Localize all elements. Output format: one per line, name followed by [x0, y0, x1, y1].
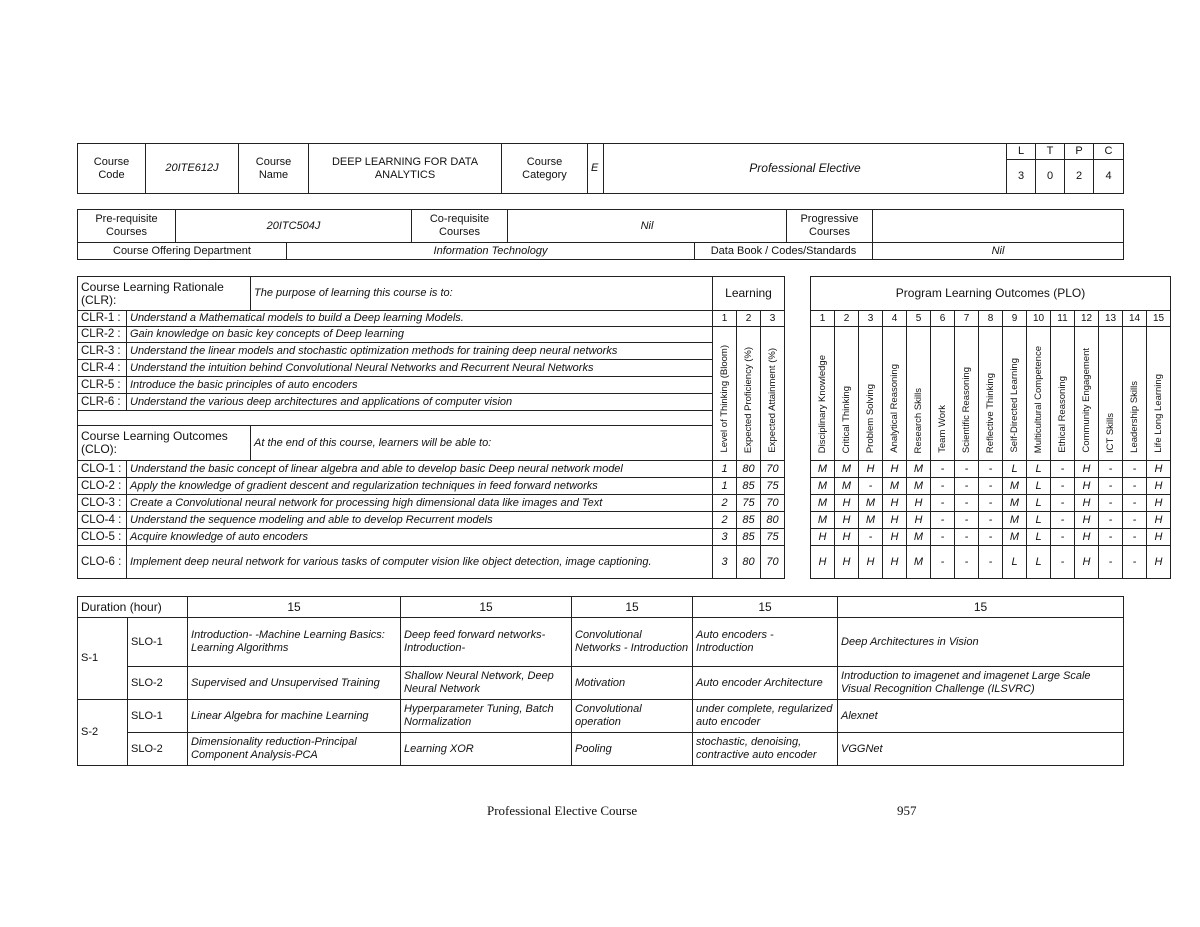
clo-2-learning-1: 1 [713, 478, 737, 495]
plo-header-8-label: Reflective Thinking [985, 372, 996, 453]
schedule-topic: Shallow Neural Network, Deep Neural Network [401, 667, 572, 700]
duration-label: Duration (hour) [78, 597, 188, 618]
course-code-label: Course Code [78, 144, 146, 194]
plo-num-8: 8 [979, 311, 1003, 327]
clo-3-plo-11: - [1051, 495, 1075, 512]
gap-cell [785, 327, 811, 461]
clo-6-plo-7: - [955, 546, 979, 579]
clr-5-id: CLR-5 : [78, 377, 127, 394]
plo-header-5 [907, 327, 931, 461]
plo-num-6: 6 [931, 311, 955, 327]
clo-3-plo-9: M [1003, 495, 1027, 512]
clo-1-plo-7: - [955, 461, 979, 478]
clo-1-learning-1: 1 [713, 461, 737, 478]
clo-6-plo-15: H [1147, 546, 1171, 579]
clo-1-plo-5: M [907, 461, 931, 478]
clo-1-plo-3: H [859, 461, 883, 478]
ltpc-header-t: T [1036, 144, 1065, 160]
schedule-topic: Pooling [572, 733, 693, 766]
clo-2-learning-2: 85 [737, 478, 761, 495]
prereq-label: Pre-requisite Courses [78, 210, 176, 243]
clo-3-plo-14: - [1123, 495, 1147, 512]
plo-header-3-label: Problem Solving [865, 383, 876, 453]
slo-label: SLO-2 [128, 733, 188, 766]
clo-3-plo-10: L [1027, 495, 1051, 512]
plo-header-6 [931, 327, 955, 461]
clo-4-plo-8: - [979, 512, 1003, 529]
clo-4-plo-6: - [931, 512, 955, 529]
clo-5-plo-2: H [835, 529, 859, 546]
clo-1-plo-12: H [1075, 461, 1099, 478]
clo-6-plo-9: L [1003, 546, 1027, 579]
clo-4-plo-1: M [811, 512, 835, 529]
clr-6-id: CLR-6 : [78, 394, 127, 411]
clo-5-plo-15: H [1147, 529, 1171, 546]
progressive-value [873, 210, 1124, 243]
clo-6-plo-6: - [931, 546, 955, 579]
schedule-topic: Introduction- -Machine Learning Basics: Learning Algorithms [188, 618, 401, 667]
plo-header-11-label: Ethical Reasoning [1057, 376, 1068, 453]
clo-5-plo-4: H [883, 529, 907, 546]
clo-4-plo-13: - [1099, 512, 1123, 529]
plo-header-10 [1027, 327, 1051, 461]
clo-3-id: CLO-3 : [78, 495, 127, 512]
clo-intro: At the end of this course, learners will be able to: [251, 426, 713, 461]
plo-num-12: 12 [1075, 311, 1099, 327]
clo-3-learning-2: 75 [737, 495, 761, 512]
duration-3: 15 [572, 597, 693, 618]
clo-2-plo-7: - [955, 478, 979, 495]
clo-6-plo-11: - [1051, 546, 1075, 579]
clo-2-plo-6: - [931, 478, 955, 495]
clo-1-plo-4: H [883, 461, 907, 478]
schedule-rows [78, 618, 1124, 766]
clo-5-plo-6: - [931, 529, 955, 546]
duration-5: 15 [838, 597, 1124, 618]
clo-6-plo-1: H [811, 546, 835, 579]
clo-4-plo-12: H [1075, 512, 1099, 529]
clo-3-plo-1: M [811, 495, 835, 512]
clo-5-plo-5: M [907, 529, 931, 546]
clr-2-id: CLR-2 : [78, 327, 127, 343]
clo-3-plo-8: - [979, 495, 1003, 512]
learning-num-2: 2 [737, 311, 761, 327]
clo-5-plo-13: - [1099, 529, 1123, 546]
course-category: E [588, 144, 604, 194]
plo-num-5: 5 [907, 311, 931, 327]
clo-5-plo-10: L [1027, 529, 1051, 546]
plo-header-7-label: Scientific Reasoning [961, 366, 972, 453]
gap-cell [785, 277, 811, 311]
clo-5-plo-11: - [1051, 529, 1075, 546]
learning-header-2 [737, 327, 761, 461]
clo-5-learning-1: 3 [713, 529, 737, 546]
schedule-topic: Introduction to imagenet and imagenet Large Scale Visual Recognition Challenge (ILSVRC) [838, 667, 1124, 700]
footer-page-number: 957 [897, 803, 917, 818]
plo-header-4 [883, 327, 907, 461]
clo-3-learning-3: 70 [761, 495, 785, 512]
clr-3-text: Understand the linear models and stochastic optimization methods for training deep neural networks [127, 343, 713, 360]
plo-header-12 [1075, 327, 1099, 461]
clo-3-plo-5: H [907, 495, 931, 512]
plo-header-14-label: Leadership Skills [1129, 381, 1140, 453]
clr-4-text: Understand the intuition behind Convolutional Neural Networks and Recurrent Neural Networks [127, 360, 713, 377]
ltpc-header-l: L [1007, 144, 1036, 160]
prereq-value: 20ITC504J [176, 210, 412, 243]
clo-4-text: Understand the sequence modeling and able to develop Recurrent models [127, 512, 713, 529]
clo-6-learning-2: 80 [737, 546, 761, 579]
databook-label: Data Book / Codes/Standards [695, 243, 873, 260]
clr-1-id: CLR-1 : [78, 311, 127, 327]
clo-2-plo-2: M [835, 478, 859, 495]
schedule-topic: Convolutional operation [572, 700, 693, 733]
plo-header-6-label: Team Work [937, 405, 948, 453]
clo-1-learning-3: 70 [761, 461, 785, 478]
clr-3-id: CLR-3 : [78, 343, 127, 360]
learning-header-1 [713, 327, 737, 461]
gap-cell [785, 495, 811, 512]
clo-6-plo-12: H [1075, 546, 1099, 579]
plo-num-13: 13 [1099, 311, 1123, 327]
clr-clo-gap [78, 411, 713, 426]
clo-rows [78, 461, 1171, 579]
clo-6-plo-3: H [859, 546, 883, 579]
session-label: S-2 [78, 700, 128, 766]
plo-num-14: 14 [1123, 311, 1147, 327]
clo-6-plo-5: M [907, 546, 931, 579]
clo-3-text: Create a Convolutional neural network for processing high dimensional data like images and Text [127, 495, 713, 512]
plo-header-11 [1051, 327, 1075, 461]
clo-5-plo-12: H [1075, 529, 1099, 546]
plo-num-11: 11 [1051, 311, 1075, 327]
clr-5-text: Introduce the basic principles of auto encoders [127, 377, 713, 394]
clo-2-plo-8: - [979, 478, 1003, 495]
schedule-topic: under complete, regularized auto encoder [693, 700, 838, 733]
clo-4-plo-11: - [1051, 512, 1075, 529]
session-label: S-1 [78, 618, 128, 700]
plo-title: Program Learning Outcomes (PLO) [811, 277, 1171, 311]
clo-1-plo-13: - [1099, 461, 1123, 478]
plo-header-13-label: ICT Skills [1105, 413, 1116, 453]
clo-2-plo-14: - [1123, 478, 1147, 495]
plo-header-1-label: Disciplinary Knowledge [817, 354, 828, 453]
clo-2-plo-1: M [811, 478, 835, 495]
course-name: DEEP LEARNING FOR DATA ANALYTICS [309, 144, 502, 194]
clo-4-plo-5: H [907, 512, 931, 529]
plo-header-15-label: Life Long Learning [1153, 374, 1164, 453]
schedule-topic: Supervised and Unsupervised Training [188, 667, 401, 700]
ltpc-value-t: 0 [1036, 160, 1065, 194]
course-name-label: Course Name [239, 144, 309, 194]
plo-header-15 [1147, 327, 1171, 461]
clo-2-plo-13: - [1099, 478, 1123, 495]
clo-1-id: CLO-1 : [78, 461, 127, 478]
clo-1-plo-8: - [979, 461, 1003, 478]
duration-4: 15 [693, 597, 838, 618]
clo-3-plo-7: - [955, 495, 979, 512]
plo-num-2: 2 [835, 311, 859, 327]
plo-header-12-label: Community Engagement [1081, 348, 1092, 453]
clr-intro: The purpose of learning this course is to: [251, 277, 713, 311]
clo-1-plo-2: M [835, 461, 859, 478]
clo-3-plo-13: - [1099, 495, 1123, 512]
clo-label: Course Learning Outcomes (CLO): [78, 426, 251, 461]
footer-title: Professional Elective Course [487, 803, 638, 818]
plo-header-4-label: Analytical Reasoning [889, 364, 900, 453]
plo-header-10-label: Multicultural Competence [1033, 345, 1044, 453]
clo-2-plo-3: - [859, 478, 883, 495]
clr-2-text: Gain knowledge on basic key concepts of Deep learning [127, 327, 713, 343]
schedule-topic: Deep feed forward networks- Introduction- [401, 618, 572, 667]
schedule-topic: stochastic, denoising, contractive auto encoder [693, 733, 838, 766]
plo-header-9-label: Self-Directed Learning [1009, 358, 1020, 453]
schedule-table [77, 596, 1124, 766]
clo-2-plo-12: H [1075, 478, 1099, 495]
clo-3-plo-4: H [883, 495, 907, 512]
databook-value: Nil [873, 243, 1124, 260]
clo-3-plo-3: M [859, 495, 883, 512]
clo-4-id: CLO-4 : [78, 512, 127, 529]
clo-2-id: CLO-2 : [78, 478, 127, 495]
clo-4-plo-2: H [835, 512, 859, 529]
clr-label: Course Learning Rationale (CLR): [78, 277, 251, 311]
schedule-topic: Deep Architectures in Vision [838, 618, 1124, 667]
schedule-topic: VGGNet [838, 733, 1124, 766]
clo-6-text: Implement deep neural network for various tasks of computer vision like object detection, image captioning. [127, 546, 713, 579]
clo-1-plo-14: - [1123, 461, 1147, 478]
clo-2-learning-3: 75 [761, 478, 785, 495]
clo-5-id: CLO-5 : [78, 529, 127, 546]
plo-header-3 [859, 327, 883, 461]
plo-header-7 [955, 327, 979, 461]
course-header-table [77, 143, 1124, 194]
dept-label: Course Offering Department [78, 243, 287, 260]
plo-num-15: 15 [1147, 311, 1171, 327]
clo-6-learning-3: 70 [761, 546, 785, 579]
schedule-topic: Auto encoders - Introduction [693, 618, 838, 667]
course-category-label: Course Category [502, 144, 588, 194]
clo-4-plo-4: H [883, 512, 907, 529]
clo-1-plo-10: L [1027, 461, 1051, 478]
outcome-matrix [77, 276, 1171, 579]
progressive-label: Progressive Courses [787, 210, 873, 243]
coreq-value: Nil [508, 210, 787, 243]
clo-6-id: CLO-6 : [78, 546, 127, 579]
dept-value: Information Technology [287, 243, 695, 260]
slo-label: SLO-2 [128, 667, 188, 700]
ltpc-header-c: C [1094, 144, 1124, 160]
clo-1-plo-6: - [931, 461, 955, 478]
clo-4-plo-14: - [1123, 512, 1147, 529]
clr-6-text: Understand the various deep architectures and applications of computer vision [127, 394, 713, 411]
gap-cell [785, 478, 811, 495]
clo-2-plo-10: L [1027, 478, 1051, 495]
clo-6-learning-1: 3 [713, 546, 737, 579]
plo-num-3: 3 [859, 311, 883, 327]
plo-header-1 [811, 327, 835, 461]
course-category-name: Professional Elective [604, 144, 1007, 194]
schedule-topic: Auto encoder Architecture [693, 667, 838, 700]
clr-1-text: Understand a Mathematical models to build a Deep learning Models. [127, 311, 713, 327]
duration-1: 15 [188, 597, 401, 618]
clo-1-plo-9: L [1003, 461, 1027, 478]
ltpc-header-p: P [1065, 144, 1094, 160]
clo-1-text: Understand the basic concept of linear algebra and able to develop basic Deep neural network model [127, 461, 713, 478]
learning-header-3-label: Expected Attainment (%) [767, 348, 778, 453]
gap-cell [785, 512, 811, 529]
clo-3-plo-15: H [1147, 495, 1171, 512]
clo-5-text: Acquire knowledge of auto encoders [127, 529, 713, 546]
clo-4-plo-9: M [1003, 512, 1027, 529]
plo-header-2 [835, 327, 859, 461]
plo-header-13 [1099, 327, 1123, 461]
clo-5-plo-7: - [955, 529, 979, 546]
clo-4-learning-3: 80 [761, 512, 785, 529]
gap-cell [785, 529, 811, 546]
clo-3-plo-6: - [931, 495, 955, 512]
clo-2-plo-9: M [1003, 478, 1027, 495]
clo-4-learning-1: 2 [713, 512, 737, 529]
ltpc-value-c: 4 [1094, 160, 1124, 194]
learning-title: Learning [713, 277, 785, 311]
clo-1-plo-11: - [1051, 461, 1075, 478]
plo-header-2-label: Critical Thinking [841, 385, 852, 453]
clo-5-plo-3: - [859, 529, 883, 546]
slo-label: SLO-1 [128, 700, 188, 733]
learning-header-1-label: Level of Thinking (Bloom) [719, 345, 730, 453]
plo-num-4: 4 [883, 311, 907, 327]
plo-header-14 [1123, 327, 1147, 461]
coreq-label: Co-requisite Courses [412, 210, 508, 243]
learning-num-3: 3 [761, 311, 785, 327]
clo-5-plo-14: - [1123, 529, 1147, 546]
schedule-topic: Motivation [572, 667, 693, 700]
learning-header-3 [761, 327, 785, 461]
clo-4-plo-10: L [1027, 512, 1051, 529]
clo-6-plo-2: H [835, 546, 859, 579]
plo-num-9: 9 [1003, 311, 1027, 327]
plo-num-10: 10 [1027, 311, 1051, 327]
clo-4-plo-3: M [859, 512, 883, 529]
gap-cell [785, 311, 811, 327]
clo-3-plo-12: H [1075, 495, 1099, 512]
plo-header-9 [1003, 327, 1027, 461]
schedule-topic: Convolutional Networks - Introduction [572, 618, 693, 667]
plo-num-7: 7 [955, 311, 979, 327]
clo-5-learning-2: 85 [737, 529, 761, 546]
learning-num-1: 1 [713, 311, 737, 327]
clo-2-plo-5: M [907, 478, 931, 495]
clo-4-plo-7: - [955, 512, 979, 529]
clo-5-plo-1: H [811, 529, 835, 546]
learning-header-2-label: Expected Proficiency (%) [743, 346, 754, 453]
clo-1-plo-15: H [1147, 461, 1171, 478]
clo-1-learning-2: 80 [737, 461, 761, 478]
clo-3-plo-2: H [835, 495, 859, 512]
clo-6-plo-13: - [1099, 546, 1123, 579]
clo-4-plo-15: H [1147, 512, 1171, 529]
clo-6-plo-10: L [1027, 546, 1051, 579]
ltpc-value-l: 3 [1007, 160, 1036, 194]
clo-2-plo-15: H [1147, 478, 1171, 495]
clo-6-plo-4: H [883, 546, 907, 579]
ltpc-value-p: 2 [1065, 160, 1094, 194]
gap-cell [785, 461, 811, 478]
clo-2-text: Apply the knowledge of gradient descent and regularization techniques in feed forward networks [127, 478, 713, 495]
clr-4-id: CLR-4 : [78, 360, 127, 377]
clo-5-plo-9: M [1003, 529, 1027, 546]
schedule-topic: Linear Algebra for machine Learning [188, 700, 401, 733]
clo-1-plo-1: M [811, 461, 835, 478]
clo-2-plo-11: - [1051, 478, 1075, 495]
schedule-topic: Learning XOR [401, 733, 572, 766]
schedule-topic: Dimensionality reduction-Principal Component Analysis-PCA [188, 733, 401, 766]
course-code: 20ITE612J [146, 144, 239, 194]
schedule-topic: Hyperparameter Tuning, Batch Normalization [401, 700, 572, 733]
plo-num-1: 1 [811, 311, 835, 327]
duration-2: 15 [401, 597, 572, 618]
slo-label: SLO-1 [128, 618, 188, 667]
clo-3-learning-1: 2 [713, 495, 737, 512]
clo-6-plo-8: - [979, 546, 1003, 579]
schedule-topic: Alexnet [838, 700, 1124, 733]
clo-4-learning-2: 85 [737, 512, 761, 529]
prereq-table [77, 209, 1124, 260]
clo-2-plo-4: M [883, 478, 907, 495]
clo-5-learning-3: 75 [761, 529, 785, 546]
gap-cell [785, 546, 811, 579]
clo-5-plo-8: - [979, 529, 1003, 546]
clo-6-plo-14: - [1123, 546, 1147, 579]
plo-header-5-label: Research Skills [913, 387, 924, 453]
plo-header-8 [979, 327, 1003, 461]
